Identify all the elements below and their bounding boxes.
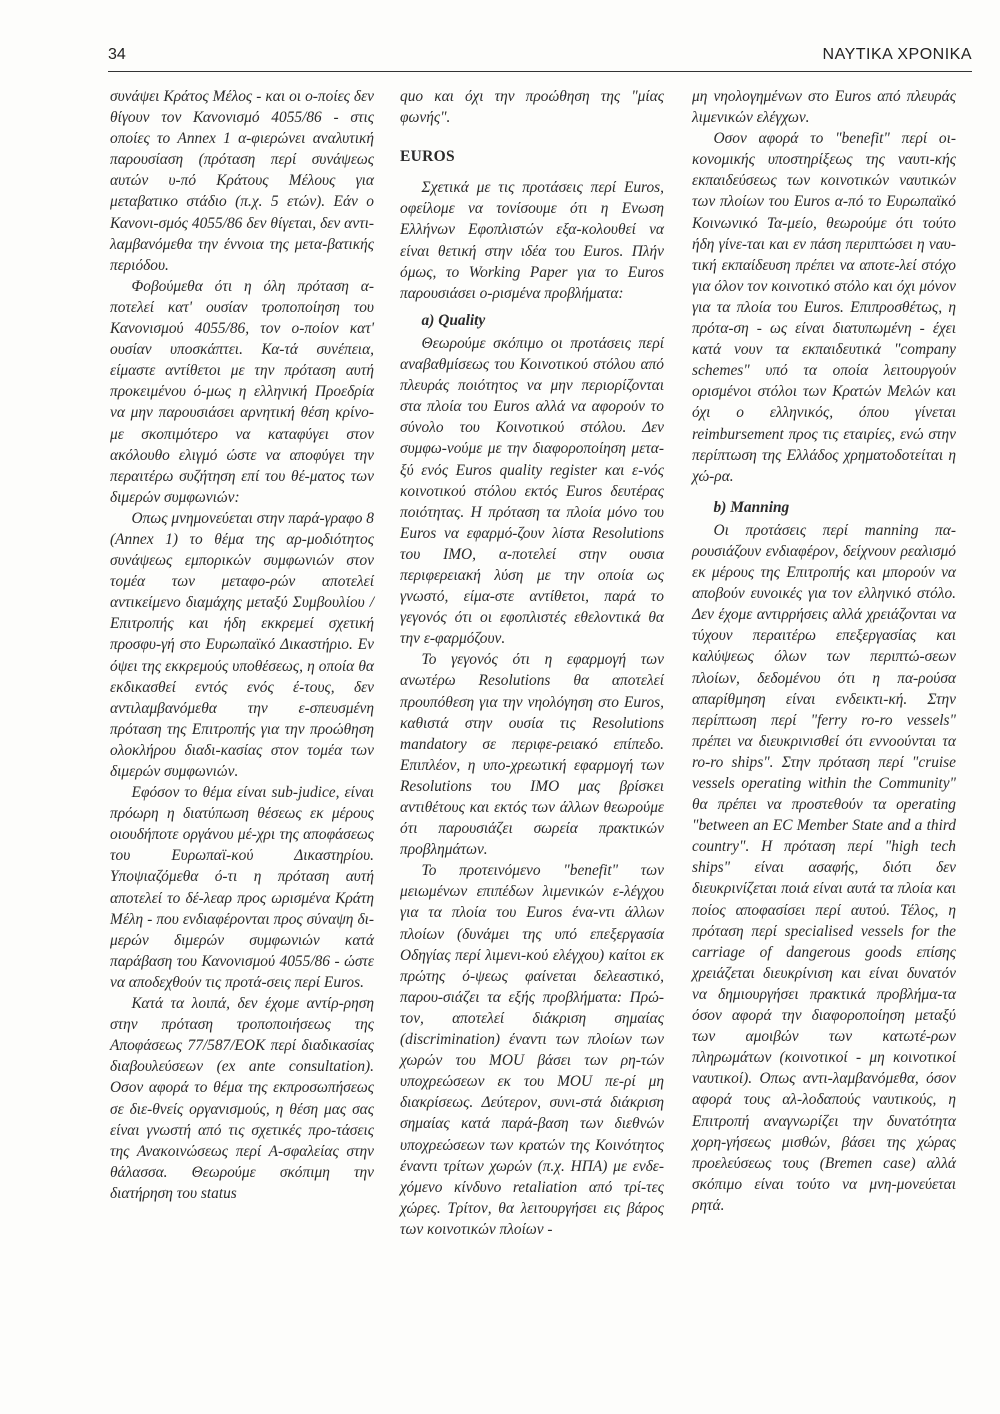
running-title: ΝΑΥΤΙΚΑ ΧΡΟΝΙΚΑ <box>822 46 972 63</box>
header-rule <box>108 71 972 72</box>
text-column-1 <box>110 86 374 1204</box>
subheading-quality: a) Quality <box>421 311 486 329</box>
paragraph: Το γεγονός ότι η εφαρμογή των ανωτέρω Resolutions θα αποτελεί προυπόθεση για την νηολόγηση στο Euros, καθιστά στην ουσία τις Resolutions mandatory σε περιφε-ρειακό επίπεδο. Επιπλέον, η υπο-χρεωτική εφαρμογή των Resolutions του ΙΜΟ μας βρίσκει αντιθέτους και εκτός των άλλων θεωρούμε ότι παρουσιάζει σωρεία πρακτικών προβλημάτων. <box>400 651 664 859</box>
page-number: 34 <box>108 46 126 63</box>
paragraph: Οσον αφορά το "benefit" περί οι-κονομικής υποστηρίξεως της ναυτι-κής εκπαιδεύσεως των κοινοτικών ναυτικών των πλοίων του Euros α-πό το Ευρωπαϊκό Κοινωνικό Τα-μείο, θεωρούμε ότι τούτο ήδη γίνε-ται και εν πάση περιπτώσει η ναυ-τική εκπαίδευση πρέπει να αποτε-λεί στόχο για όλον τον κοινοτικό στόλο και όχι μόνον για τα πλοία του Euros. Επιπροσθέτως, η πρότα-ση - ως είναι διατυπωμένη - έχει κατά νουν τα εκπαιδευτικά "company schemes" υπό τα οποία λειτουργούν ορισμένοι στόλοι των Κρατών Μελών και όχι ο ελληνικός, όπου γίνεται reimbursement προς τις εταιρίες, ενώ στην περίπτωση της Ελλάδος χρηματοδοτείται η χώ-ρα. <box>692 130 956 485</box>
text-column-2 <box>400 86 664 1240</box>
paragraph: Οπως μνημονεύεται στην παρά-γραφο 8 (Annex 1) το θέμα της αρ-μοδιότητος συνάψεως εμπορικών συμφωνιών στον τομέα των μεταφο-ρών αποτελεί αντικείμενο διαμάχης μεταξύ Συμβουλίου / Επιτροπής και ήδη εκκρεμεί σχετική προσφυ-γή στο Ευρωπαϊκό Δικαστήριο. Εν όψει της εκκρεμούς υποθέσεως, η οποία θα εκδικασθεί εντός ενός έ-τους, δεν αντιλαμβανόμεθα την ε-σπευσμένη πρόταση της Επιτροπής για την προώθηση ολοκλήρου διαδι-κασίας στον τομέα των διμερών συμφωνιών. <box>110 509 374 780</box>
paragraph: Το προτεινόμενο "benefit" των μειωμένων επιπέδων λιμενικών ε-λέγχου για τα πλοία του Euros ένα-ντι άλλων πλοίων (δυνάμει της υπό επεξεργασία Οδηγίας περί λιμενι-κού ελέγχου) καίτοι εκ πρώτης ό-ψεως φαίνεται δελεαστικό, παρου-σιάζει τα εξής προβλήματα: Πρώ-τον, αποτελεί διάκριση σημαίας (discrimination) έναντι των πλοίων των χωρών του MOU βάσει των ρη-τών υποχρεώσεων εκ του MOU πε-ρί μη διακρίσεως. Δεύτερον, συνι-στά διάκριση σημαίας κατά παρά-βαση των διεθνών υποχρεώσεων των κρατών της Κοινότητος έναντι τρίτων χωρών (π.χ. ΗΠΑ) με ενδε-χόμενο κίνδυνο retaliation από τρί-τες χώρες. Τρίτον, θα λειτουργήσει εις βάρος των κοινοτικών πλοίων - <box>400 862 664 1238</box>
paragraph: Οι προτάσεις περί manning πα-ρουσιάζουν ενδιαφέρον, δείχνουν ρεαλισμό εκ μέρους της Επιτροπής και μπορούν να αποβούν ευνοικές για τον ελληνικό στόλο. Δεν έχομε αντιρρήσεις αλλά χρειάζονται να τύχουν περαιτέρω επεξεργασίας και καλύψεως όλων των περιπτώ-σεων πλοίων, δεδομένου ότι η πα-ρούσα απαρίθμηση είναι ενδεικτι-κή. Στην περίπτωση περί "ferry ro-ro vessels" πρέπει να διευκρινισθεί ότι εννοούνται τα ro-ro ships". Στην πρόταση περί "cruise vessels operating within the Community" θα πρέπει να προστεθούν τα operating "between an EC Member State and a third country". Η πρόταση περί "high tech ships" είναι ασαφής, διότι δεν διευκρινίζεται ποιά είναι αυτά τα πλοία και ποίος αποφασίσει περί αυτού. Τέλος, η πρόταση περί specialised vessels for the carriage of dangerous goods επίσης χρειάζεται διευκρίνιση και είναι δυνατόν να δημιουργήσει πρακτικά προβλήμα-τα όσον αφορά την διαφοροποίηση μεταξύ των αμοιβών των κατωτέ-ρων πληρωμάτων (κοινοτικοί - μη κοινοτικοί ναυτικοί). Οπως αντι-λαμβανόμεθα, όσον αφορά τους αλ-λοδαπούς ναυτικούς, η Επιτροπή αναγνωρίζει την δυνατότητα χορη-γήσεως μισθών, βάσει της χώρας προελεύσεως τους (Bremen case) αλλά σκόπιμο είναι τούτο να μνη-μονεύεται ρητά. <box>692 521 956 1214</box>
paragraph: quo και όχι την προώθηση της "μίας φωνής". <box>400 88 664 127</box>
subheading-manning: b) Manning <box>713 498 790 516</box>
paragraph: Φοβούμεθα ότι η όλη πρόταση α-ποτελεί κατ' ουσίαν τροποποίηση του Κανονισμού 4055/86, τον ο-ποίον κατ' ουσίαν υποσκάπτει. Κα-τά συνέπεια, είμαστε αντίθετοι με την πρόταση αυτή προκειμένου ό-μως η ελληνική Προεδρία να μην παρουσιάσει αρνητική θέση κρίνο-με σκοπιμότερο να καταφύγει στον ακόλουθο ελιγμό ώστε να αποφύγει την περαιτέρω συζήτηση επί του θέ-ματος των διμερών συμφωνιών: <box>110 277 374 506</box>
text-column-3 <box>692 86 956 1216</box>
paragraph: Εφόσον το θέμα είναι sub-judice, είναι πρόωρη η διατύπωση θέσεως εκ μέρους οιουδήποτε οργάνου μέ-χρι της αποφάσεως του Ευρωπαϊ-κού Δικαστηρίου. Υποψιαζόμεθα ό-τι η πρόταση αυτή αποτελεί το δέ-λεαρ προς ωρισμένα Κράτη Μέλη - που ενδιαφέρονται προς σύναψη δι-μερών διμερών συμφωνιών κατά παράβαση του Κανονισμού 4055/86 - ώστε να αποδεχθούν τις προτά-σεις περί Euros. <box>110 784 374 991</box>
paragraph: συνάψει Κράτος Μέλος - και οι ο-ποίες δεν θίγουν τον Κανονισμό 4055/86 - στις οποίες το Annex 1 α-φιερώνει αναλυτική παρουσίαση (πρόταση περί συνάψεως αυτών υ-πό Κράτους Μέλους για μεταβατικο στάδιο (π.χ. 5 ετών). Εάν ο Κανονι-σμός 4055/86 δεν θίγεται, δεν αντι-λαμβανόμεθα την έννοια της μετα-βατικής περιόδου. <box>110 88 374 274</box>
paragraph: μη νηολογημένων στο Euros από πλευράς λιμενικών ελέγχων. <box>692 88 956 127</box>
paragraph: Θεωρούμε σκόπιμο οι προτάσεις περί αναβαθμίσεως του Κοινοτικού στόλου από πλευράς ποιότητος να μην περιορίζονται στα πλοία του Euros αλλά να αφορούν το σύνολο του Κοινοτικού στόλου. Δεν συμφω-νούμε με την διαφοροποίηση μετα-ξύ ενός Euros quality register και ε-νός κοινοτικού στόλου εκτός Euros δευτέρας ποιότητας. Η πρόταση τα πλοία μόνο του Euros να εφαρμό-ζουν λίστα Resolutions του ΙΜΟ, α-ποτελεί στην ουσια περιφερειακή λύση με την οποία ως γνωστό, είμα-στε αντίθετοι, παρά το γεγονός ότι οι εφοπλιστές εθελοντικά θα την ε-φαρμόζουν. <box>400 334 664 648</box>
page-header <box>108 44 972 72</box>
paragraph: Κατά τα λοιπά, δεν έχομε αντίρ-ρηση στην πρόταση τροποποιήσεως της Αποφάσεως 77/587/ΕΟΚ περί διαδικασίας διαβουλεύσεων (ex ante consultation). Οσον αφορά το θέμα της εκπροσωπήσεως σε διε-θνείς οργανισμούς, η θέση μας σας είναι γνωστή από τις σχετικές προ-τάσεις της Ανακοινώσεως περί Α-σφαλείας στην θάλασσα. Θεωρούμε σκόπιμη την διατήρηση του status <box>110 995 374 1202</box>
paragraph: Σχετικά με τις προτάσεις περί Euros, οφείλομε να τονίσουμε ότι η Ενωση Ελλήνων Εφοπλιστών εξα-κολουθεί να είναι θετική στην ιδέα του Euros. Πλήν όμως, το Working Paper για το Euros παρουσιάσει ο-ρισμένα προβλήματα: <box>400 179 664 302</box>
section-heading: EUROS <box>400 148 455 166</box>
